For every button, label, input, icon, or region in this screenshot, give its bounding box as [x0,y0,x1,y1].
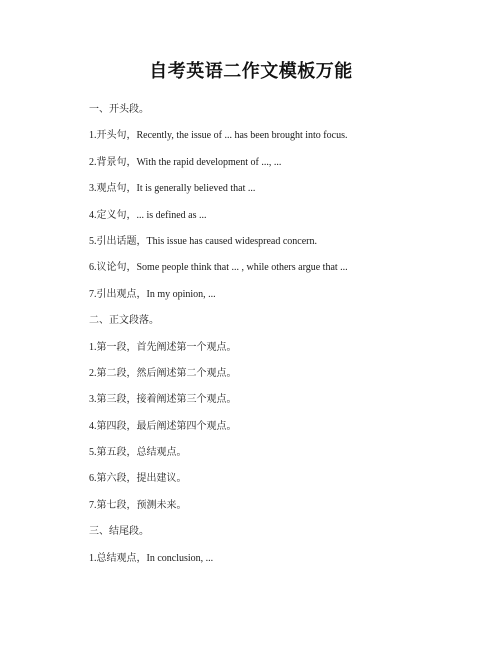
list-item: 1.开头句，Recently, the issue of ... has been brought into focus. [89,130,348,142]
list-item: 6.第六段，提出建议。 [89,473,187,485]
list-item: 7.引出观点，In my opinion, ... [89,288,216,300]
list-item: 5.第五段，总结观点。 [89,447,187,459]
list-item: 2.第二段，然后阐述第二个观点。 [89,367,237,379]
section-heading-ending: 三、结尾段。 [89,526,149,538]
list-item: 6.议论句，Some people think that ... , while others argue that ... [89,262,348,274]
document-title: 自考英语二作文模板万能 [149,61,353,82]
list-item: 4.定义句，... is defined as ... [89,209,207,221]
list-item: 7.第七段，预测未来。 [89,499,187,511]
list-item: 3.第三段，接着阐述第三个观点。 [89,394,237,406]
list-item: 4.第四段，最后阐述第四个观点。 [89,420,237,432]
list-item: 3.观点句，It is generally believed that ... [89,183,256,195]
list-item: 5.引出话题，This issue has caused widespread concern. [89,235,317,247]
document-body [89,104,479,579]
section-heading-opening: 一、开头段。 [89,104,149,115]
section-heading-body: 二、正文段落。 [89,315,159,327]
list-item: 1.第一段，首先阐述第一个观点。 [89,341,237,353]
list-item: 2.背景句，With the rapid development of ..., ... [89,156,282,168]
list-item: 1.总结观点，In conclusion, ... [89,552,214,564]
